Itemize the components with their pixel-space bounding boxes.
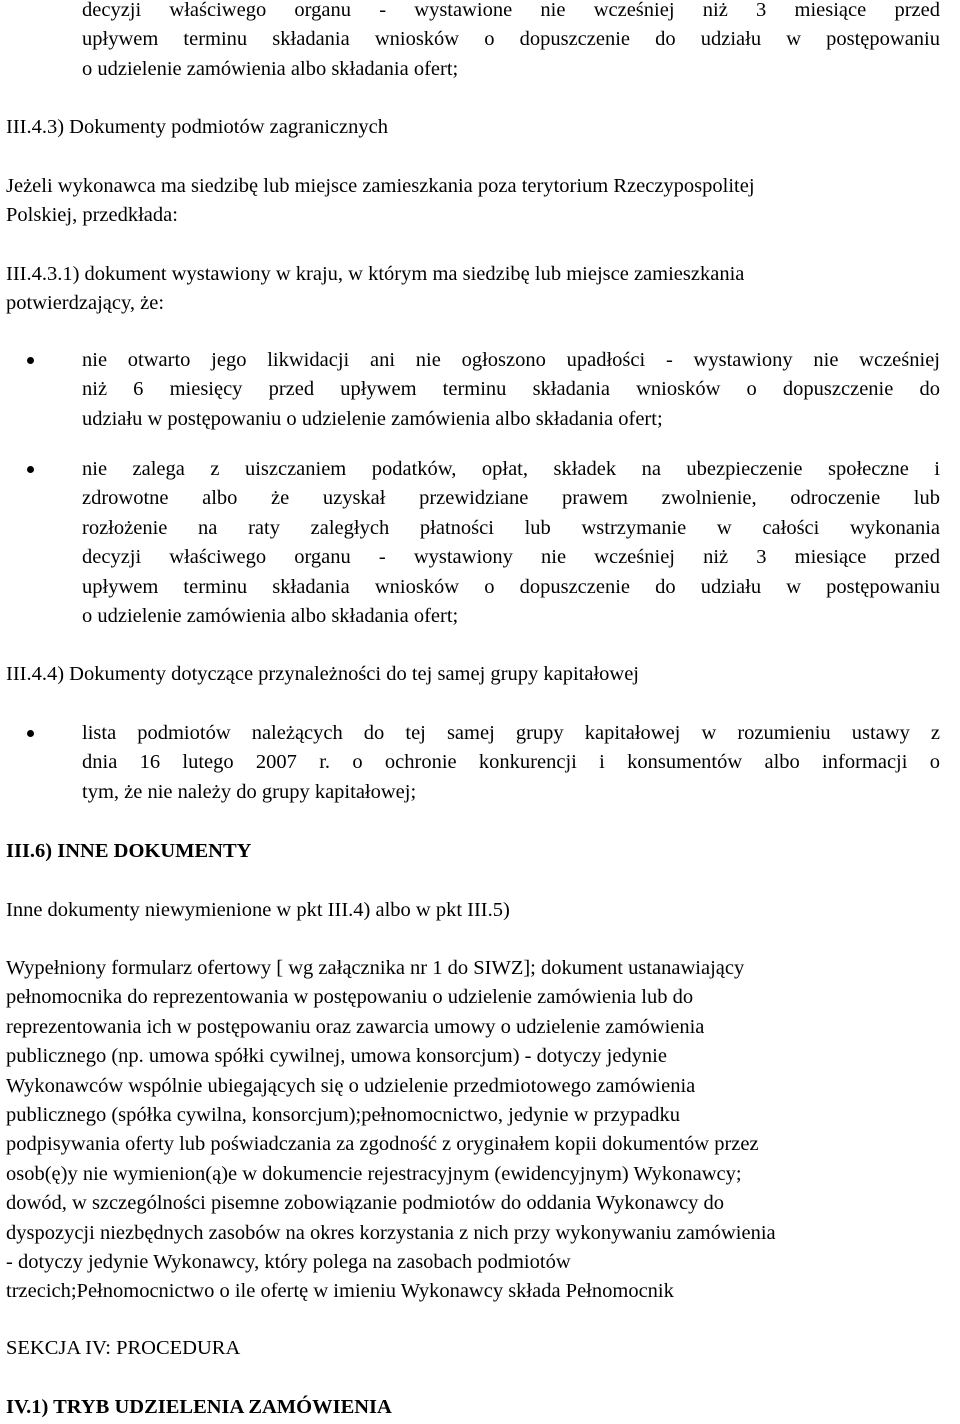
section-iv-heading: SEKCJA IV: PROCEDURA	[6, 1337, 241, 1359]
text-line: publicznego (np. umowa spółki cywilnej, umowa konsorcjum) - dotyczy jedynie	[6, 1045, 667, 1068]
bullet-icon	[27, 357, 34, 364]
text-line: lista podmiotów należących do tej samej grupy kapitałowej w rozumieniu ustawy z	[82, 722, 940, 744]
text-line: udziału w postępowaniu o udzielenie zamówienia albo składania ofert;	[82, 407, 663, 430]
text-line: publicznego (spółka cywilna, konsorcjum);pełnomocnictwo, jedynie w przypadku	[6, 1104, 681, 1127]
text-line: potwierdzający, że:	[6, 292, 165, 315]
section-iv-1-heading: IV.1) TRYB UDZIELENIA ZAMÓWIENIA	[6, 1396, 392, 1418]
text-line: podpisywania oferty lub poświadczania za zgodność z oryginałem kopii dokumentów przez	[6, 1133, 759, 1156]
text-line: trzecich;Pełnomocnictwo o ile ofertę w imieniu Wykonawcy składa Pełnomocnik	[6, 1280, 674, 1303]
text-line: o udzielenie zamówienia albo składania ofert;	[82, 605, 459, 628]
text-line: upływem terminu składania wniosków o dopuszczenie do udziału w postępowaniu	[82, 28, 940, 51]
other-documents-intro: Inne dokumenty niewymienione w pkt III.4) albo w pkt III.5)	[6, 899, 510, 921]
bullet-icon	[27, 466, 34, 473]
list-item	[82, 455, 940, 631]
text-line: o udzielenie zamówienia albo składania ofert;	[82, 57, 459, 80]
text-line: Polskiej, przedkłada:	[6, 204, 178, 227]
text-line: tym, że nie należy do grupy kapitałowej;	[82, 780, 417, 803]
text-line: - dotyczy jedynie Wykonawcy, który polega na zasobach podmiotów	[6, 1251, 571, 1274]
continuation-paragraph	[82, 0, 940, 84]
text-line: Wykonawców wspólnie ubiegających się o udzielenie przedmiotowego zamówienia	[6, 1074, 696, 1097]
list-item	[82, 719, 940, 807]
bullet-icon	[27, 730, 34, 737]
text-line: decyzji właściwego organu - wystawione nie wcześniej niż 3 miesiące przed	[82, 0, 940, 21]
text-line: reprezentowania ich w postępowaniu oraz zawarcia umowy o udzielenie zamówienia	[6, 1015, 705, 1038]
text-line: III.4.3.1) dokument wystawiony w kraju, w którym ma siedzibę lub miejsce zamieszkania	[6, 263, 745, 285]
text-line: decyzji właściwego organu - wystawiony nie wcześniej niż 3 miesiące przed	[82, 546, 940, 569]
text-line: Jeżeli wykonawca ma siedzibę lub miejsce zamieszkania poza terytorium Rzeczypospolitej	[6, 175, 755, 197]
foreign-entity-intro	[6, 172, 954, 231]
text-line: nie otwarto jego likwidacji ani nie ogłoszono upadłości - wystawiony nie wcześniej	[82, 349, 940, 371]
subsection-iii-4-3-1	[6, 260, 954, 319]
section-heading-iii-4-4: III.4.4) Dokumenty dotyczące przynależności do tej samej grupy kapitałowej	[6, 663, 639, 685]
list-item	[82, 346, 940, 434]
section-heading-iii-6: III.6) INNE DOKUMENTY	[6, 840, 252, 862]
text-line: osob(ę)y nie wymienion(ą)e w dokumencie rejestracyjnym (ewidencyjnym) Wykonawcy;	[6, 1162, 742, 1185]
text-line: dnia 16 lutego 2007 r. o ochronie konkurencji i konsumentów albo informacji o	[82, 751, 940, 774]
text-line: niż 6 miesięcy przed upływem terminu składania wniosków o dopuszczenie do	[82, 378, 940, 401]
text-line: rozłożenie na raty zaległych płatności lub wstrzymanie w całości wykonania	[82, 516, 940, 539]
text-line: Wypełniony formularz ofertowy [ wg załącznika nr 1 do SIWZ]; dokument ustanawiający	[6, 957, 745, 979]
other-documents-body	[6, 954, 954, 1307]
text-line: pełnomocnika do reprezentowania w postępowaniu o udzielenie zamówienia lub do	[6, 986, 694, 1009]
text-line: nie zalega z uiszczaniem podatków, opłat, składek na ubezpieczenie społeczne i	[82, 458, 940, 480]
section-heading-iii-4-3: III.4.3) Dokumenty podmiotów zagranicznych	[6, 116, 388, 138]
text-line: dowód, w szczególności pisemne zobowiązanie podmiotów do oddania Wykonawcy do	[6, 1192, 724, 1215]
text-line: upływem terminu składania wniosków o dopuszczenie do udziału w postępowaniu	[82, 575, 940, 598]
text-line: zdrowotne albo że uzyskał przewidziane prawem zwolnienie, odroczenie lub	[82, 487, 940, 510]
text-line: dyspozycji niezbędnych zasobów na okres korzystania z nich przy wykonywaniu zamówienia	[6, 1221, 776, 1244]
